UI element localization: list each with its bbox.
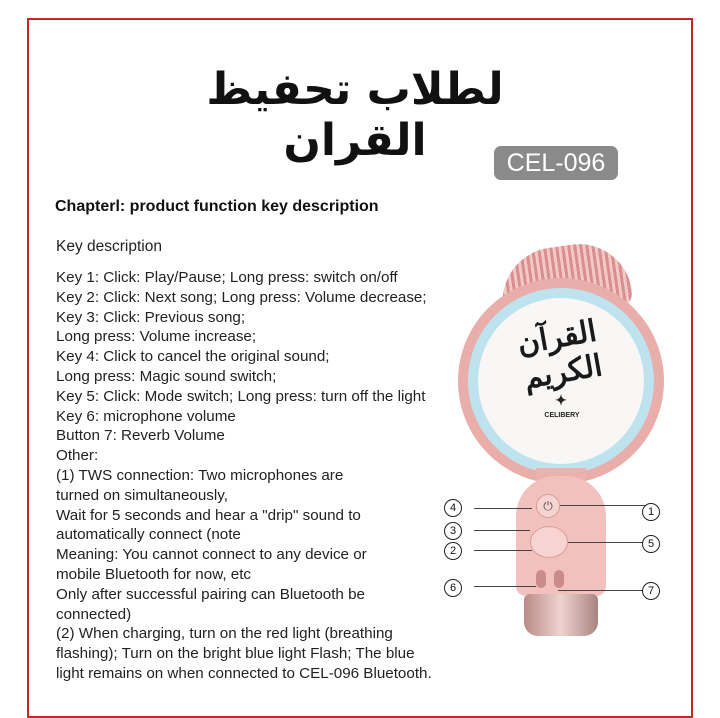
description-text <box>56 268 496 684</box>
callout-2: 2 <box>444 542 462 560</box>
chapter-heading: Chapterl: product function key description <box>55 198 379 215</box>
description-line: Only after successful pairing can Bluetooth be <box>56 585 365 603</box>
callout-line-7 <box>558 590 646 591</box>
description-line: Key 1: Click: Play/Pause; Long press: switch on/off <box>56 269 398 286</box>
description-line: automatically connect (note <box>56 526 241 544</box>
description-line: (1) TWS connection: Two microphones are <box>56 466 344 484</box>
callout-5: 5 <box>642 535 660 553</box>
brand-logo-icon: ✦ <box>555 392 567 408</box>
description-line: turned on simultaneously, <box>56 486 228 504</box>
description-line: light remains on when connected to CEL-096 Bluetooth. <box>56 664 432 682</box>
description-line: flashing); Turn on the bright blue light Flash; The blue <box>56 645 415 663</box>
mic-volume-knob <box>536 570 546 588</box>
key-description-heading: Key description <box>56 238 162 255</box>
callout-line-3 <box>474 530 530 531</box>
description-line: Wait for 5 seconds and hear a "drip" sound to <box>56 506 361 524</box>
callout-line-4 <box>474 508 532 509</box>
callout-1: 1 <box>642 503 660 521</box>
quran-calligraphy: القرآن الكريم <box>514 313 605 397</box>
callout-line-2 <box>474 550 532 551</box>
description-line: Key 5: Click: Mode switch; Long press: turn off the light <box>56 387 426 405</box>
callout-4: 4 <box>444 499 462 517</box>
reverb-knob <box>554 570 564 588</box>
description-line: mobile Bluetooth for now, etc <box>56 565 252 583</box>
callout-line-1 <box>560 505 646 506</box>
control-pad <box>530 526 568 558</box>
description-line: Long press: Magic sound switch; <box>56 367 277 385</box>
callout-7: 7 <box>642 582 660 600</box>
brand-logo-text: CELIBERY <box>544 412 580 419</box>
description-line: Key 2: Click: Next song; Long press: Volume decrease; <box>56 288 427 306</box>
callout-line-5 <box>568 542 646 543</box>
description-line: (2) When charging, turn on the red light (breathing <box>56 625 393 643</box>
microphone-product-image <box>440 240 700 680</box>
description-line: connected) <box>56 605 132 623</box>
arabic-title: لطلاب تحفيظ القران <box>206 64 504 166</box>
callout-line-6 <box>474 586 536 587</box>
power-button-icon: ⏻ <box>536 494 560 518</box>
callout-3: 3 <box>444 522 462 540</box>
description-line: Key 3: Click: Previous song; <box>56 308 246 326</box>
description-line: Other: <box>56 447 99 465</box>
microphone-base <box>524 594 598 636</box>
description-line: Long press: Volume increase; <box>56 328 257 346</box>
description-line: Button 7: Reverb Volume <box>56 427 225 445</box>
description-line: Key 4: Click to cancel the original sound; <box>56 348 330 366</box>
model-badge: CEL-096 <box>494 146 618 180</box>
description-line: Key 6: microphone volume <box>56 407 236 425</box>
description-line: Meaning: You cannot connect to any device or <box>56 546 367 564</box>
callout-6: 6 <box>444 579 462 597</box>
